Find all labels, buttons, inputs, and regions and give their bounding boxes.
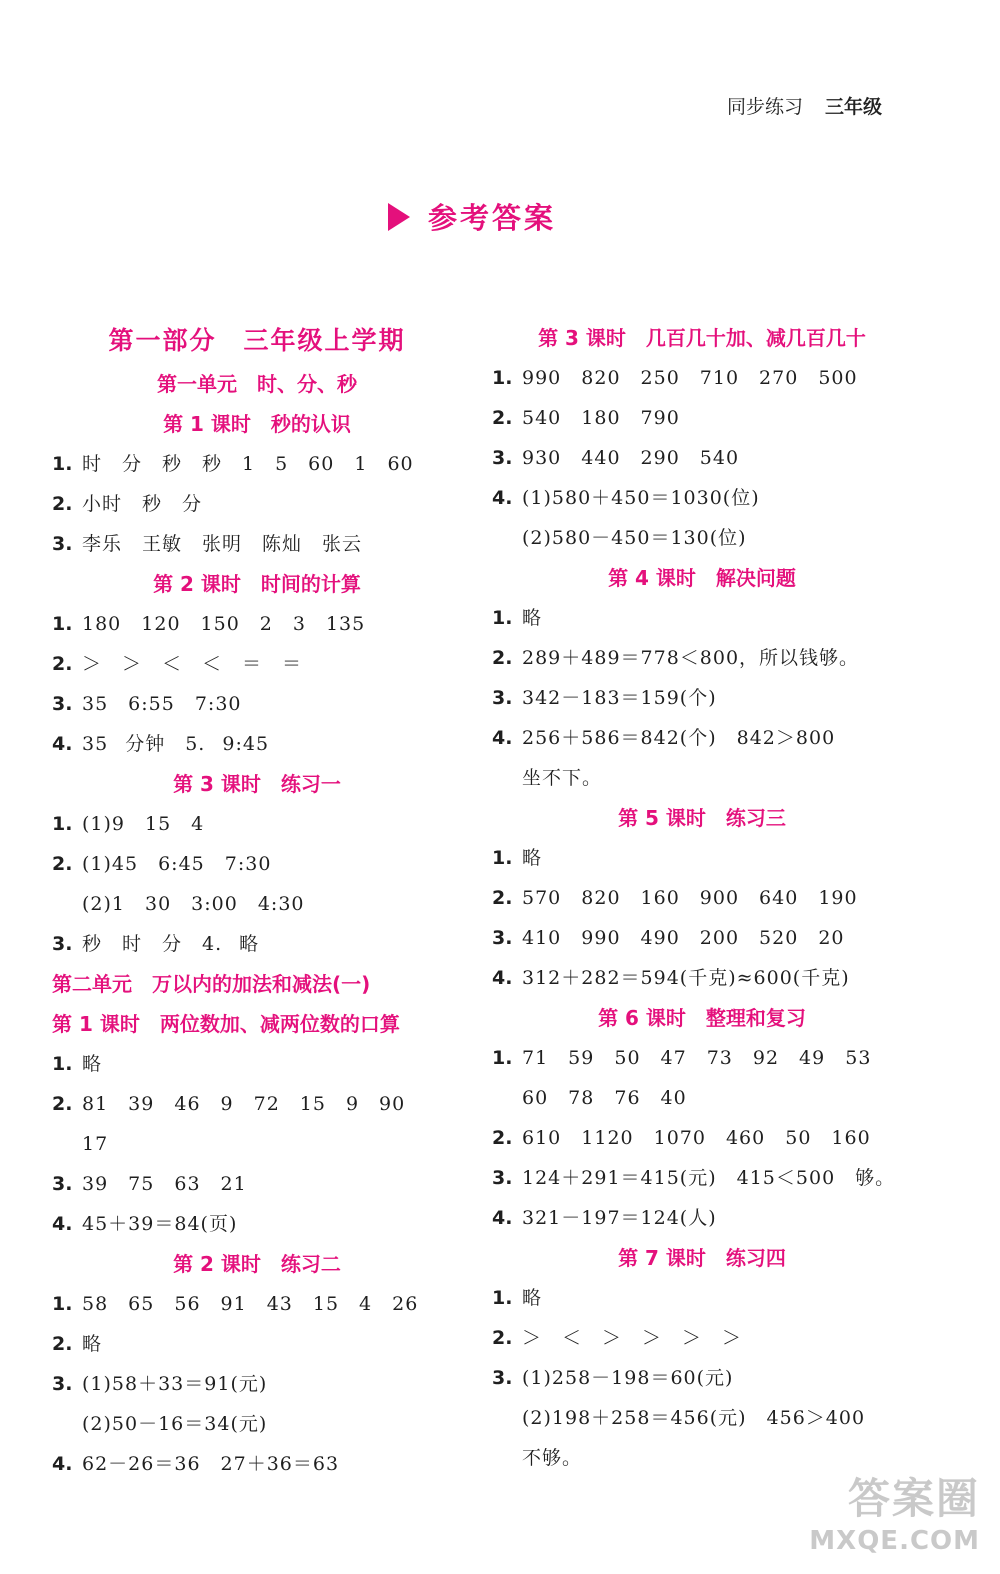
answer-line: 4. 45＋39＝84(页) bbox=[52, 1213, 238, 1235]
lesson-heading: 第 1 课时 秒的认识 bbox=[163, 412, 351, 436]
part-heading: 第一部分 三年级上学期 bbox=[108, 326, 406, 355]
answer-line: 不够。 bbox=[522, 1447, 583, 1469]
answer-line: 3. 李乐 王敏 张明 陈灿 张云 bbox=[52, 533, 363, 555]
answer-line: 2. (1)45 6:45 7:30 bbox=[52, 853, 272, 875]
answer-line: 1. 略 bbox=[492, 1287, 543, 1309]
answer-line: 1. 180 120 150 2 3 135 bbox=[52, 613, 366, 635]
subject-label: 同步练习 bbox=[726, 96, 803, 118]
answer-line: 3. 342－183＝159(个) bbox=[492, 687, 717, 709]
right-column bbox=[492, 318, 912, 1478]
title-text: 参考答案 bbox=[428, 201, 557, 235]
lesson-heading: 第 1 课时 两位数加、减两位数的口算 bbox=[52, 1012, 400, 1036]
unit-heading: 第二单元 万以内的加法和减法(一) bbox=[52, 972, 371, 996]
answer-line: 1. 990 820 250 710 270 500 bbox=[492, 367, 858, 389]
answer-line: 4. 256＋586＝842(个) 842＞800 bbox=[492, 727, 836, 749]
answer-line: 4. 321－197＝124(人) bbox=[492, 1207, 717, 1229]
unit-heading: 第一单元 时、分、秒 bbox=[157, 372, 357, 396]
answer-line: 2. 小时 秒 分 bbox=[52, 493, 203, 515]
lesson-heading: 第 2 课时 练习二 bbox=[173, 1252, 341, 1276]
answer-line: 2. 略 bbox=[52, 1333, 103, 1355]
answer-line: 4. 62－26＝36 27＋36＝63 bbox=[52, 1453, 340, 1475]
answer-line: 2. ＞ ＞ ＜ ＜ ＝ ＝ bbox=[52, 653, 303, 675]
lesson-heading: 第 3 课时 几百几十加、减几百几十 bbox=[538, 326, 866, 350]
answer-line: 3. (1)258－198＝60(元) bbox=[492, 1367, 734, 1389]
answer-line: 17 bbox=[82, 1133, 109, 1155]
lesson-heading: 第 3 课时 练习一 bbox=[173, 772, 341, 796]
answer-line: 3. 410 990 490 200 520 20 bbox=[492, 927, 845, 949]
page-title bbox=[388, 196, 556, 237]
lesson-heading: 第 5 课时 练习三 bbox=[618, 806, 786, 830]
answer-line: 3. (1)58＋33＝91(元) bbox=[52, 1373, 268, 1395]
answer-line: 3. 秒 时 分 4. 略 bbox=[52, 933, 260, 955]
answer-line: 4. 312＋282＝594(千克)≈600(千克) bbox=[492, 967, 850, 989]
watermark-site: MXQE.COM bbox=[809, 1526, 980, 1556]
answer-line: 1. 时 分 秒 秒 1 5 60 1 60 bbox=[52, 453, 414, 475]
answer-line: 坐不下。 bbox=[522, 767, 603, 789]
page-header bbox=[727, 92, 882, 119]
answer-line: 4. (1)580＋450＝1030(位) bbox=[492, 487, 760, 509]
answer-line: 60 78 76 40 bbox=[522, 1087, 687, 1109]
answer-line: 3. 930 440 290 540 bbox=[492, 447, 740, 469]
answer-line: 3. 35 6:55 7:30 bbox=[52, 693, 242, 715]
lesson-heading: 第 7 课时 练习四 bbox=[618, 1246, 786, 1270]
answer-line: 1. (1)9 15 4 bbox=[52, 813, 205, 835]
watermark-logo: 答案圈 bbox=[847, 1474, 980, 1523]
answer-line: 3. 39 75 63 21 bbox=[52, 1173, 247, 1195]
answer-line: 1. 略 bbox=[492, 847, 543, 869]
answer-line: 2. 289＋489＝778＜800，所以钱够。 bbox=[492, 647, 860, 669]
lesson-heading: 第 2 课时 时间的计算 bbox=[153, 572, 361, 596]
answer-line: 2. 540 180 790 bbox=[492, 407, 680, 429]
answer-line: 2. 81 39 46 9 72 15 9 90 bbox=[52, 1093, 406, 1115]
lesson-heading: 第 4 课时 解决问题 bbox=[608, 566, 796, 590]
answer-line: 2. 610 1120 1070 460 50 160 bbox=[492, 1127, 871, 1149]
answer-line: (2)580－450＝130(位) bbox=[522, 527, 747, 549]
answer-line: 1. 71 59 50 47 73 92 49 53 bbox=[492, 1047, 872, 1069]
answer-line: 3. 124＋291＝415(元) 415＜500 够。 bbox=[492, 1167, 896, 1189]
answer-line: 2. ＞ ＜ ＞ ＞ ＞ ＞ bbox=[492, 1327, 743, 1349]
answer-line: 1. 略 bbox=[492, 607, 543, 629]
lesson-heading: 第 6 课时 整理和复习 bbox=[598, 1006, 806, 1030]
triangle-icon bbox=[388, 203, 410, 231]
answer-line: 1. 58 65 56 91 43 15 4 26 bbox=[52, 1293, 419, 1315]
left-column bbox=[52, 318, 462, 1484]
answer-line: 4. 35 分钟 5. 9:45 bbox=[52, 733, 270, 755]
grade-label: 三年级 bbox=[824, 96, 882, 118]
answer-line: (2)198＋258＝456(元) 456＞400 bbox=[522, 1407, 866, 1429]
answer-line: (2)50－16＝34(元) bbox=[82, 1413, 268, 1435]
answer-line: 2. 570 820 160 900 640 190 bbox=[492, 887, 858, 909]
answer-line: 1. 略 bbox=[52, 1053, 103, 1075]
answer-line: (2)1 30 3:00 4:30 bbox=[82, 893, 305, 915]
watermark bbox=[809, 1466, 980, 1556]
